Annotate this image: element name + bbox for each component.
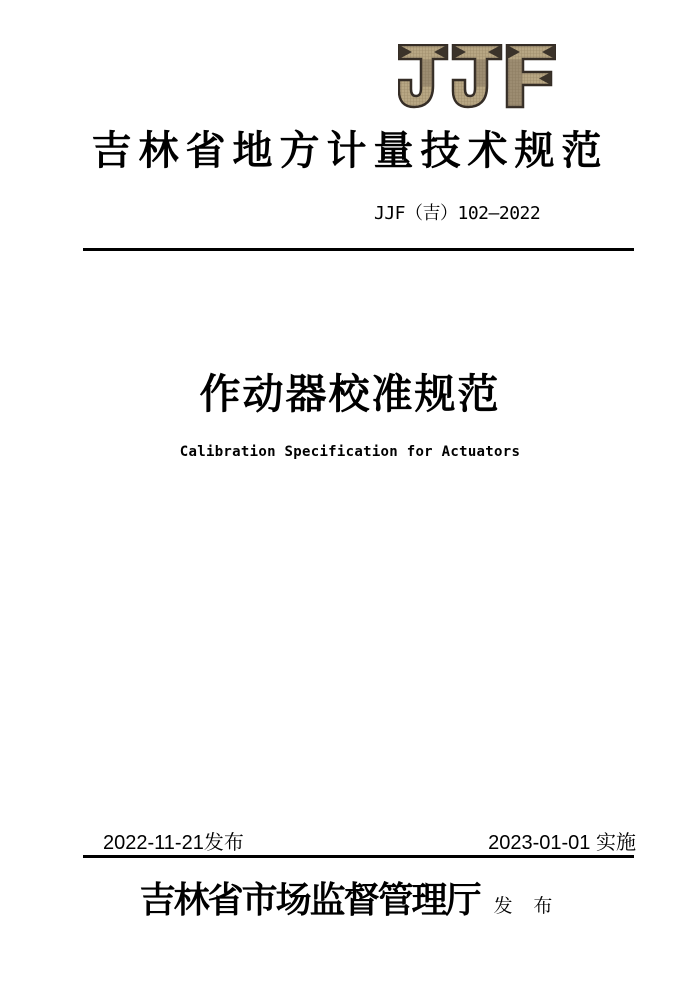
issue-date: 2022-11-21发布 [103, 832, 244, 854]
doc-title: 作动器校准规范 [199, 371, 501, 417]
doc-title-english: Calibration Specification for Actuators [179, 444, 521, 460]
date-row [103, 826, 636, 855]
jjf-logo [398, 44, 556, 110]
top-rule [83, 248, 634, 251]
publisher-row [0, 872, 700, 923]
jjf-logo-graphic [398, 44, 556, 110]
bottom-rule [83, 855, 634, 858]
doc-number: JJF（吉）102—2022 [374, 203, 541, 224]
publisher-name: 吉林省市场监督管理厅 [139, 880, 480, 920]
spec-series-title: 吉林省地方计量技术规范 [91, 128, 609, 173]
publish-label: 发 布 [493, 896, 561, 917]
implementation-date: 2023-01-01 实施 [488, 832, 636, 854]
